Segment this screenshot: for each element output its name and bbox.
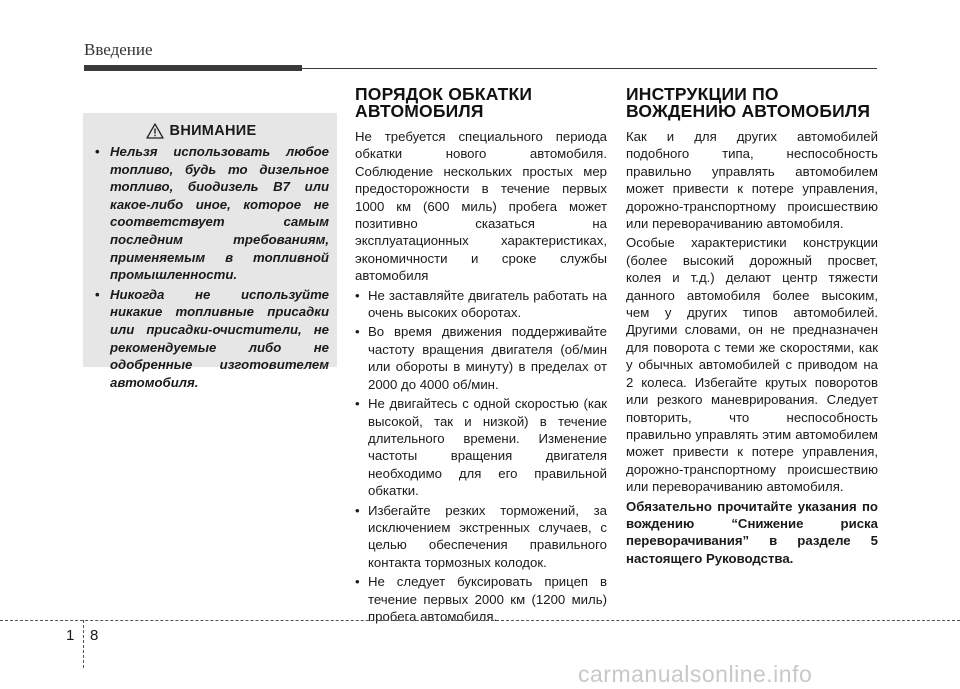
driving-heading-line1: ИНСТРУКЦИИ ПО: [626, 84, 779, 104]
warning-item: • Нельзя использовать любое топливо, будь то дизельное топливо, биодизель B7 или какое-либо иное, которое не соответствует самым последним требованиям, применяемым в топливной промышленности.: [91, 143, 329, 284]
warning-title: ВНИМАНИЕ: [169, 123, 257, 139]
section-title: Введение: [84, 40, 153, 59]
break-in-heading: [355, 86, 607, 120]
warning-list: [91, 143, 329, 391]
break-in-section: [355, 86, 607, 627]
break-in-item: • Избегайте резких торможений, за исключением экстренных случаев, с целью обеспечения правильного контакта тормозных колодок.: [355, 502, 607, 572]
break-in-heading-line1: ПОРЯДОК ОБКАТКИ: [355, 84, 533, 104]
page-number: 8: [90, 627, 99, 644]
break-in-list: [355, 287, 607, 626]
driving-heading-line2: ВОЖДЕНИЮ АВТОМОБИЛЯ: [626, 101, 871, 121]
driving-paragraph-1: Как и для других автомобилей подобного типа, неспособность правильно управлять автомобилем может привести к потере управления, дорожно-транспортному происшествию или переворачиванию автомобиля.: [626, 129, 878, 232]
warning-triangle-icon: [146, 123, 164, 139]
break-in-item: • Во время движения поддерживайте частоту вращения двигателя (об/мин или обороты в минуту) в пределах от 2000 до 4000 об/мин.: [355, 323, 607, 393]
break-in-item: • Не следует буксировать прицеп в течение первых 2000 км (1200 миль) пробега автомобиля.: [355, 573, 607, 625]
break-in-item: • Не заставляйте двигатель работать на очень высоких оборотах.: [355, 287, 607, 322]
header-rule-thin: [302, 68, 877, 69]
warning-item: • Никогда не используйте никакие топливные присадки или присадки-очистители, не рекомендуемые либо не одобренные изготовителем автомобиля.: [91, 286, 329, 392]
watermark: carmanualsonline.info: [578, 661, 813, 687]
break-in-intro: Не требуется специального периода обкатки нового автомобиля. Соблюдение нескольких простых мер предосторожности в течение первых 1000 км (600 миль) пробега может позитивно сказаться на эксплуатационных характеристиках, экономичности и сроке службы автомобиля: [355, 129, 607, 284]
driving-paragraph-2: Особые характеристики конструкции (более высокий дорожный просвет, колея и т.д.) делают центр тяжести данного автомобиля более высоким, чем у других типов автомобилей. Другими словами, он не предназначен для поворота с теми же скоростями, как у обычных автомобилей с приводом на 2 колеса. Избегайте крутых поворотов или резкого маневрирования. Следует повторить, что неспособность правильно управлять этим автомобилем может привести к потере управления, дорожно-транспортному происшествию или переворачиванию автомобиля.: [626, 235, 878, 495]
break-in-item: • Не двигайтесь с одной скоростью (как высокой, так и низкой) в течение длительного времени. Изменение частоты вращения двигателя необходимо для его правильной обкатки.: [355, 395, 607, 499]
header-rule-thick: [84, 65, 302, 71]
break-in-heading-line2: АВТОМОБИЛЯ: [355, 101, 484, 121]
driving-heading: [626, 86, 878, 120]
warning-header: [73, 121, 329, 141]
warning-box: [83, 113, 337, 390]
chapter-number: 1: [66, 627, 75, 644]
page-number-divider: [83, 620, 84, 668]
driving-section: [626, 86, 878, 567]
footer-divider: [0, 620, 960, 621]
driving-paragraph-3: Обязательно прочитайте указания по вождению “Снижение риска переворачивания” в разделе 5 настоящего Руководства.: [626, 498, 878, 566]
